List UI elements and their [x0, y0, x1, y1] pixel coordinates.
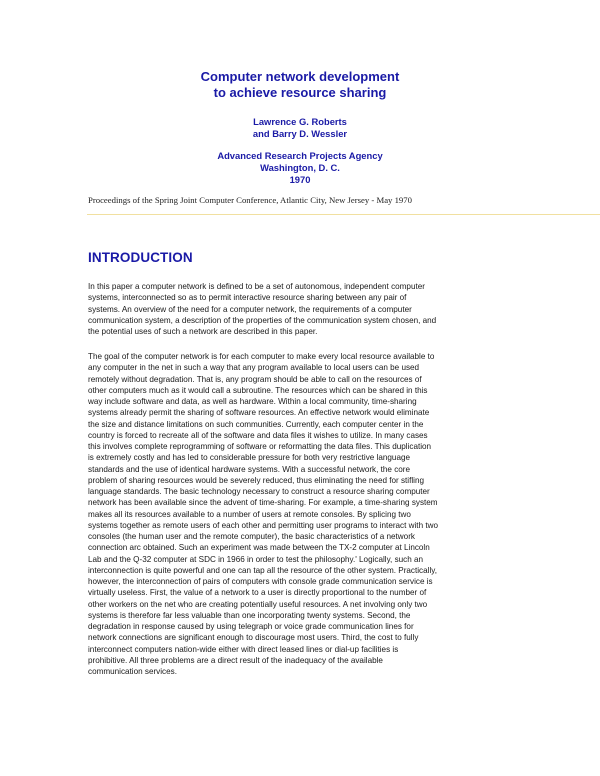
- text-line: prohibitive. All three problems are a direct result of the inadequacy of the available: [88, 655, 383, 665]
- year: 1970: [289, 174, 311, 185]
- text-line: country is forced to recreate all of the software and data files it wishes to utilize. In many cases: [88, 430, 428, 440]
- title-line-2: to achieve resource sharing: [213, 85, 387, 100]
- text-line: systems, interconnected so as to permit interactive resource sharing between any pair of: [88, 293, 407, 303]
- text-line: communication system, a description of the properties of the communication system chosen, and: [88, 315, 437, 325]
- text-line: network has been available since the advent of time-sharing. For example, a time-sharing system: [88, 498, 438, 508]
- text-line: virtually useless. First, the value of a network to a user is directly proportional to the number of: [88, 588, 427, 598]
- text-line: systems is therefore far less valuable than one incorporating twenty systems. Second, the: [88, 610, 411, 620]
- text-line: interconnection is quite powerful and one can tap all the resource of the other system. Practically,: [88, 565, 437, 575]
- text-line: problem of sharing resources would be severely reduced, thus eliminating the need for stifling: [88, 475, 425, 485]
- title-line-1: Computer network development: [200, 69, 400, 84]
- affiliation: Advanced Research Projects Agency: [217, 150, 383, 161]
- text-line: systems. An overview of the need for a computer network, the requirements of a computer: [88, 304, 412, 314]
- text-line: Lab and the Q-32 computer at SDC in 1966 in order to test the philosophy.' Logically, such an: [88, 554, 424, 564]
- text-line: other workers on the net who are creating potentially useful resources. A net involving only two: [88, 599, 428, 609]
- location: Washington, D. C.: [260, 162, 340, 173]
- text-line: communication services.: [88, 667, 177, 676]
- divider: [87, 214, 600, 215]
- text-line: the size and distance limitations on such communities. Currently, each computer center in the: [88, 419, 424, 429]
- proceedings-note: Proceedings of the Spring Joint Computer Conference, Atlantic City, New Jersey - May 1970: [88, 195, 412, 205]
- text-line: The goal of the computer network is for each computer to make every local resource available to: [88, 352, 435, 361]
- author-1: Lawrence G. Roberts: [253, 116, 347, 127]
- text-line: makes all its resources available to a number of users at remote consoles. By splicing two: [88, 509, 411, 519]
- text-line: In this paper a computer network is defined to be a set of autonomous, independent computer: [88, 282, 425, 291]
- text-line: however, the interconnection of pairs of computers with console grade communication service is: [88, 577, 433, 586]
- text-line: way include software and data, as well as hardware. Within a local community, time-sharing: [88, 397, 417, 406]
- section-heading-introduction: INTRODUCTION: [88, 250, 193, 265]
- authors: [0, 116, 600, 140]
- text-line: is extremely costly and has led to considerable pressure for both very restrictive language: [88, 453, 411, 463]
- text-line: any computer in the net in such a way that any program available to local users can be used: [88, 363, 420, 373]
- author-2: and Barry D. Wessler: [252, 128, 348, 139]
- text-line: systems already permit the sharing of software resources. An effective network would eliminate: [88, 408, 430, 418]
- affiliation-block: [0, 150, 600, 186]
- text-line: language standards. The basic technology necessary to construct a resource sharing computer: [88, 487, 430, 496]
- text-line: standards and the use of identical hardware systems. With a successful network, the core: [88, 464, 410, 474]
- text-line: interconnect computers nation-wide either with direct leased lines or dial-up facilities is: [88, 644, 399, 654]
- text-line: systems together as remote users of each other and permitting user programs to interact with two: [88, 520, 438, 530]
- text-line: network connections are significant enough to discourage most users. Third, the cost to fully: [88, 633, 419, 643]
- text-line: consoles (the human user and the remote computer), the basic characteristics of a network: [88, 532, 415, 541]
- text-line: connection arc obtained. Such an experiment was made between the TX-2 computer at Lincoln: [88, 543, 430, 553]
- text-line: degradation in response caused by using telegraph or voice grade communication lines for: [88, 622, 414, 631]
- text-line: other computers much as it would call a subroutine. The resources which can be shared in this: [88, 385, 428, 395]
- text-line: this involves complete reprogramming of software or reformatting the data files. This duplication: [88, 442, 432, 451]
- paper-title: [0, 69, 600, 101]
- text-line: remotely without degradation. That is, any program should be able to call on the resources of: [88, 374, 422, 384]
- text-line: the potential uses of such a network are described in this paper.: [88, 327, 318, 336]
- intro-paragraph-2: [88, 351, 518, 677]
- intro-paragraph-1: [88, 281, 518, 337]
